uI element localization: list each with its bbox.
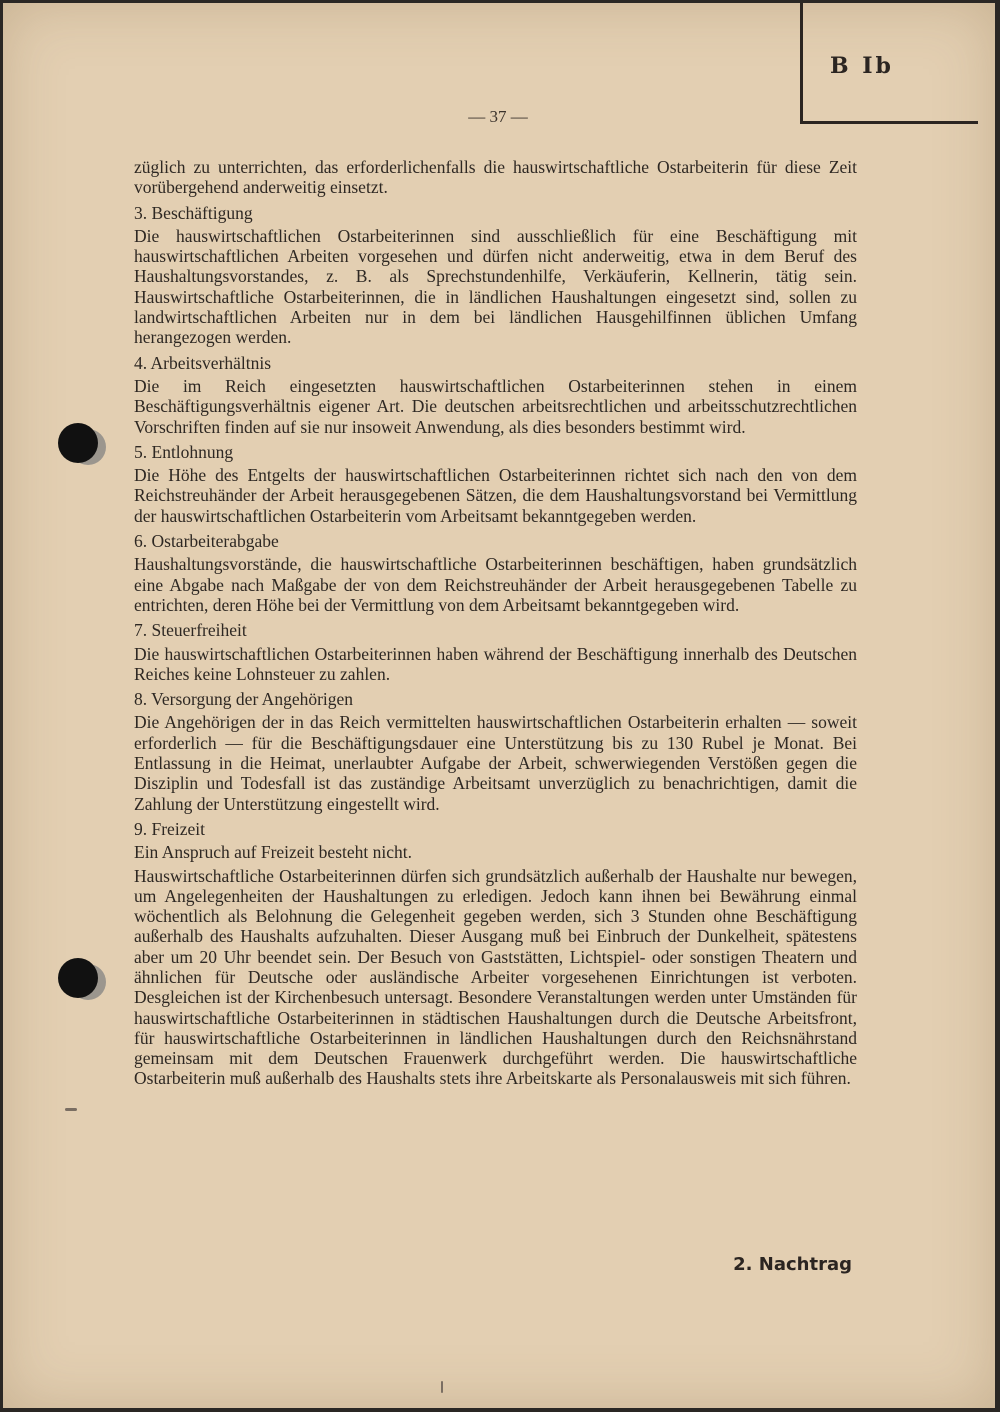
section-heading: 8. Versorgung der Angehörigen xyxy=(134,689,354,710)
document-page xyxy=(3,3,995,1408)
document-body xyxy=(134,157,857,1089)
section-entlohnung xyxy=(134,442,857,526)
section-ostarbeiterabgabe xyxy=(134,531,857,615)
section-freizeit xyxy=(134,819,857,1089)
section-heading: 7. Steuerfreiheit xyxy=(134,620,247,641)
section-arbeitsverhaeltnis xyxy=(134,353,857,437)
punch-hole xyxy=(58,423,98,463)
paper-speck xyxy=(65,1108,77,1111)
section-paragraph: Die im Reich eingesetzten hauswirtschaftlichen Ostarbeiterinnen stehen in einem Beschäftigungsverhältnis eigener Art. Die deutschen arbeitsrechtlichen und arbeitsschutzrechtlichen Vorschriften finden auf sie nur insoweit Anwendung, als dies besonders bestimmt wird. xyxy=(134,375,857,437)
section-heading: 5. Entlohnung xyxy=(134,441,234,462)
section-steuerfreiheit xyxy=(134,620,857,684)
punch-hole xyxy=(58,958,98,998)
section-paragraph: Haushaltungsvorstände, die hauswirtschaftliche Ostarbeiterinnen beschäftigen, haben grundsätzlich eine Abgabe nach Maßgabe der von dem Reichstreuhänder der Arbeit herausgegebenen Tabelle zu entrichten, deren Höhe bei der Vermittlung von dem Arbeitsamt bekanntgegeben wird. xyxy=(134,554,857,615)
section-versorgung xyxy=(134,689,857,814)
section-paragraph: Die Angehörigen der in das Reich vermittelten hauswirtschaftlichen Ostarbeiterin erhalten — soweit erforderlich — für die Beschäftigungsdauer eine Unterstützung bis zu 130 Rubel je Monat. Bei Entlassung in die Heimat, unerlaubter Aufgabe der Arbeit, schwerwiegenden Verstößen gegen die Disziplin und Todesfall ist das zuständige Arbeitsamt unverzüglich zu benachrichtigen, damit die Zahlung der Unterstützung eingestellt wird. xyxy=(134,712,857,814)
classification-label: B Ib xyxy=(830,53,894,79)
section-paragraph: Ein Anspruch auf Freizeit besteht nicht. xyxy=(134,842,412,863)
supplement-label: 2. Nachtrag xyxy=(733,1254,852,1275)
section-heading: 6. Ostarbeiterabgabe xyxy=(134,531,279,552)
section-heading: 3. Beschäftigung xyxy=(134,202,253,223)
section-beschaeftigung xyxy=(134,203,857,348)
page-number: — 37 — xyxy=(468,107,528,126)
section-heading: 9. Freizeit xyxy=(134,818,205,839)
section-heading: 4. Arbeitsverhältnis xyxy=(134,352,272,373)
section-paragraph: Die hauswirtschaftlichen Ostarbeiterinnen sind ausschließlich für eine Beschäftigung mit hauswirtschaftlichen Arbeiten vorgesehen und dürfen nicht anderweitig, etwa in dem Beruf des Haushaltungsvorstandes, z. B. als Sprechstundenhilfe, Verkäuferin, Kellnerin, tätig sein. Hauswirtschaftliche Ostarbeiterinnen, die in ländlichen Haushaltungen eingesetzt sind, sollen zu landwirtschaftlichen Arbeiten nur in dem bei ländlichen Hausgehilfinnen üblichen Umfang herangezogen werden. xyxy=(134,225,857,348)
paper-speck xyxy=(441,1381,443,1393)
section-paragraph: Hauswirtschaftliche Ostarbeiterinnen dürfen sich grundsätzlich außerhalb der Haushalte nur bewegen, um Angelegenheiten der Haushaltungen zu erledigen. Jedoch kann ihnen bei Bewährung einmal wöchentlich als Belohnung die Gelegenheit gegeben werden, sich 3 Stunden ohne Beschäftigung außerhalb des Haushalts aufzuhalten. Dieser Ausgang muß bei Einbruch der Dunkelheit, spätestens aber um 20 Uhr beendet sein. Der Besuch von Gaststätten, Lichtspiel- oder sonstigen Theatern und ähnlichen für Deutsche oder ausländische Arbeiter vorgesehenen Einrichtungen ist verboten. Desgleichen ist der Kirchenbesuch untersagt. Besondere Veranstaltungen werden unter Umständen für hauswirtschaftliche Ostarbeiterinnen in städtischen Haushaltungen durch die Deutsche Arbeitsfront, für hauswirtschaftliche Ostarbeiterinnen in ländlichen Haushaltungen durch den Reichsnährstand gemeinsam mit dem Deutschen Frauenwerk durchgeführt werden. Die hauswirtschaftliche Ostarbeiterin muß außerhalb des Haushalts stets ihre Arbeitskarte als Personalausweis mit sich führen. xyxy=(134,865,857,1089)
intro-paragraph: züglich zu unterrichten, das erforderlichenfalls die hauswirtschaftliche Ostarbeiterin für diese Zeit vorübergehend anderweitig einsetzt. xyxy=(134,157,857,198)
section-paragraph: Die Höhe des Entgelts der hauswirtschaftlichen Ostarbeiterinnen richtet sich nach den von dem Reichstreuhänder der Arbeit herausgegebenen Sätzen, die dem Haushaltungsvorstand bei Vermittlung der hauswirtschaftlichen Ostarbeiterin vom Arbeitsamt bekanntgegeben werden. xyxy=(134,465,857,526)
section-paragraph: Die hauswirtschaftlichen Ostarbeiterinnen haben während der Beschäftigung innerhalb des Deutschen Reiches keine Lohnsteuer zu zahlen. xyxy=(134,643,857,684)
